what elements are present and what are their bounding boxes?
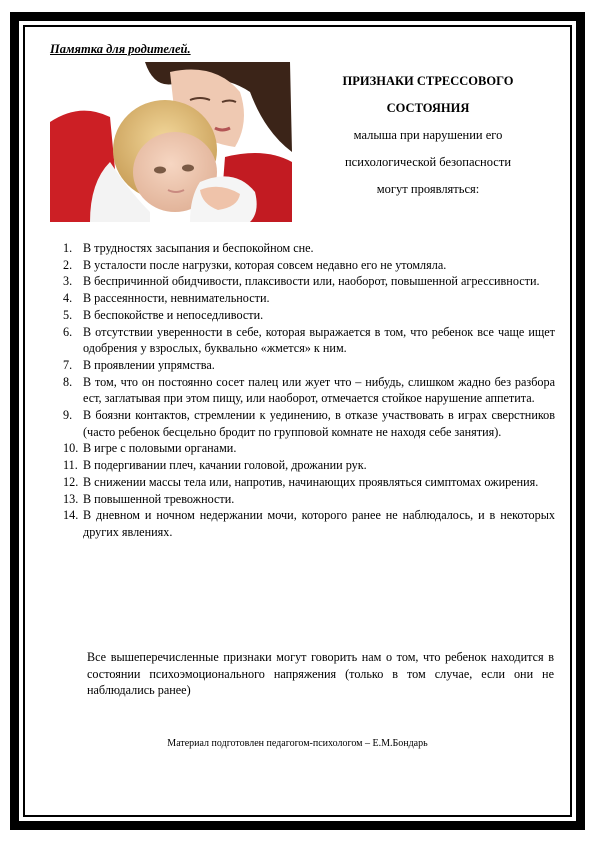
list-item: 7. В проявлении упрямства. bbox=[63, 357, 215, 372]
list-item: 12. В снижении массы тела или, напротив, начинающих проявляться симптомах ожирения. bbox=[63, 474, 539, 489]
mother-child-photo bbox=[50, 62, 292, 222]
list-item: 5. В беспокойстве и непоседливости. bbox=[63, 307, 264, 322]
list-item: 8. В том, что он постоянно сосет палец или жует что – нибудь, слишком жадно без разбора ест, заглатывая при этом пищу, или наоборот, отмечается стойкое нарушение аппетита. bbox=[63, 374, 555, 406]
memo-label: Памятка для родителей. bbox=[50, 42, 191, 56]
list-item: 2. В усталости после нагрузки, которая совсем недавно его не утомляла. bbox=[63, 257, 447, 272]
list-item: 9. В боязни контактов, стремлении к уединению, в отказе участвовать в играх сверстников (часто ребенок бесцельно бродит по групповой комнате не находя себе занятия). bbox=[63, 408, 555, 439]
list-item: 3. В беспричинной обидчивости, плаксивости или, наоборот, повышенной агрессивности. bbox=[63, 274, 540, 289]
heading-title-line2: СОСТОЯНИЯ bbox=[386, 101, 470, 115]
list-item: 1. В трудностях засыпания и беспокойном сне. bbox=[63, 241, 314, 255]
list-item: 11. В подергивании плеч, качании головой, дрожании рук. bbox=[63, 458, 367, 473]
symptom-list bbox=[63, 240, 555, 541]
heading-sub-line2: психологической безопасности bbox=[344, 155, 512, 169]
heading-sub-line1: малыша при нарушении его bbox=[353, 128, 503, 142]
summary-paragraph: Все вышеперечисленные признаки могут говорить нам о том, что ребенок находится в состоянии психоэмоционального напряжения (только в том случае, если они не наблюдались ранее) bbox=[87, 650, 554, 698]
heading-block bbox=[310, 68, 546, 203]
list-item: 4. В рассеянности, невнимательности. bbox=[63, 291, 270, 306]
list-item: 6. В отсутствии уверенности в себе, которая выражается в том, что ребенок все чаще ищет одобрения у взрослых, буквально «жмется» к ним. bbox=[63, 324, 555, 356]
list-item: 14. В дневном и ночном недержании мочи, которого ранее не наблюдалось, и в некоторых других явлениях. bbox=[63, 508, 555, 539]
heading-title-line1: ПРИЗНАКИ СТРЕССОВОГО bbox=[342, 74, 514, 88]
list-item: 10. В игре с половыми органами. bbox=[63, 441, 237, 456]
heading-sub-line3: могут проявляться: bbox=[376, 182, 480, 196]
author-credit: Материал подготовлен педагогом-психологом – Е.М.Бондарь bbox=[167, 738, 428, 749]
list-item: 13. В повышенной тревожности. bbox=[63, 491, 235, 506]
